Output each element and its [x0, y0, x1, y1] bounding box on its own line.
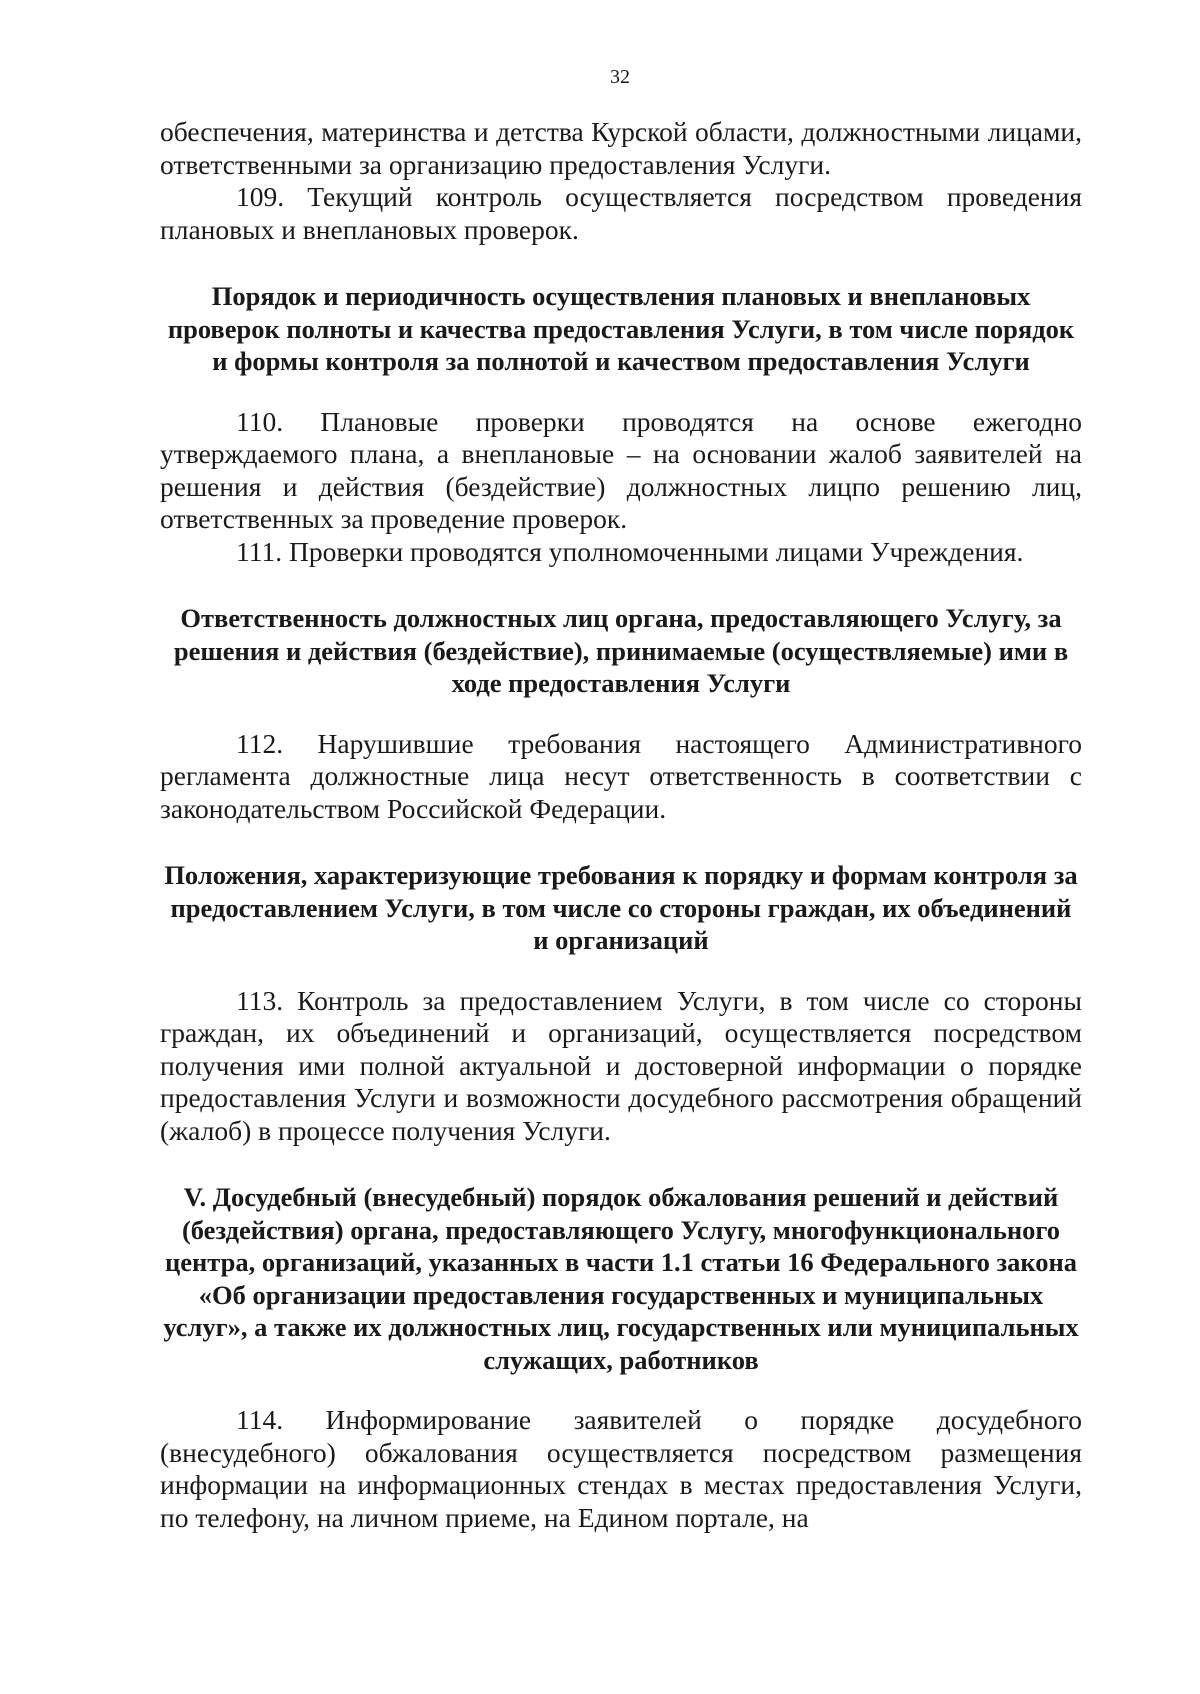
- section-heading-inspections: Порядок и периодичность осуществления плановых и внеплановых проверок полноты и качества предоставления Услуги, в том числе порядок и формы контроля за полнотой и качеством предоставления Услуги: [167, 281, 1075, 376]
- chapter-heading-v: V. Досудебный (внесудебный) порядок обжалования решений и действий (бездействия) органа, предоставляющего Услугу, многофункционального центра, организаций, указанных в части 1.1 статьи 16 Федерального закона «Об организации предоставления государственных и муниципальных услуг», а также их должностных лиц, государственных или муниципальных служащих, работников: [163, 1182, 1079, 1375]
- paragraph-continuation: обеспечения, материнства и детства Курской области, должностными лицами, ответственными за организацию предоставления Услуги.: [160, 116, 1082, 180]
- paragraph-110: 110. Плановые проверки проводятся на основе ежегодно утверждаемого плана, а внеплановые – на основании жалоб заявителей на решения и действия (бездействие) должностных лицпо решению лиц, ответственных за проведение проверок.: [160, 405, 1082, 534]
- paragraph-114: 114. Информирование заявителей о порядке досудебного (внесудебного) обжалования осуществляется посредством размещения информации на информационных стендах в местах предоставления Услуги, по телефону, на личном приеме, на Едином портале, на: [160, 1404, 1082, 1533]
- paragraph-112: 112. Нарушившие требования настоящего Административного регламента должностные лица несут ответственность в соответствии с законодательством Российской Федерации.: [160, 727, 1082, 824]
- paragraph-113: 113. Контроль за предоставлением Услуги, в том числе со стороны граждан, их объединений и организаций, осуществляется посредством получения ими полной актуальной и достоверной информации о порядке предоставления Услуги и возможности досудебного рассмотрения обращений (жалоб) в процессе получения Услуги.: [160, 984, 1082, 1146]
- page-number: 32: [610, 66, 630, 88]
- document-body: [160, 116, 1082, 1534]
- paragraph-109: 109. Текущий контроль осуществляется посредством проведения плановых и внеплановых проверок.: [160, 181, 1082, 245]
- paragraph-111: 111. Проверки проводятся уполномоченными лицами Учреждения.: [236, 535, 1024, 567]
- section-heading-responsibility: Ответственность должностных лиц органа, предоставляющего Услугу, за решения и действия (бездействие), принимаемые (осуществляемые) ими в ходе предоставления Услуги: [173, 603, 1069, 698]
- section-heading-control-provisions: Положения, характеризующие требования к порядку и формам контроля за предоставлением Услуги, в том числе со стороны граждан, их объединений и организаций: [164, 860, 1078, 955]
